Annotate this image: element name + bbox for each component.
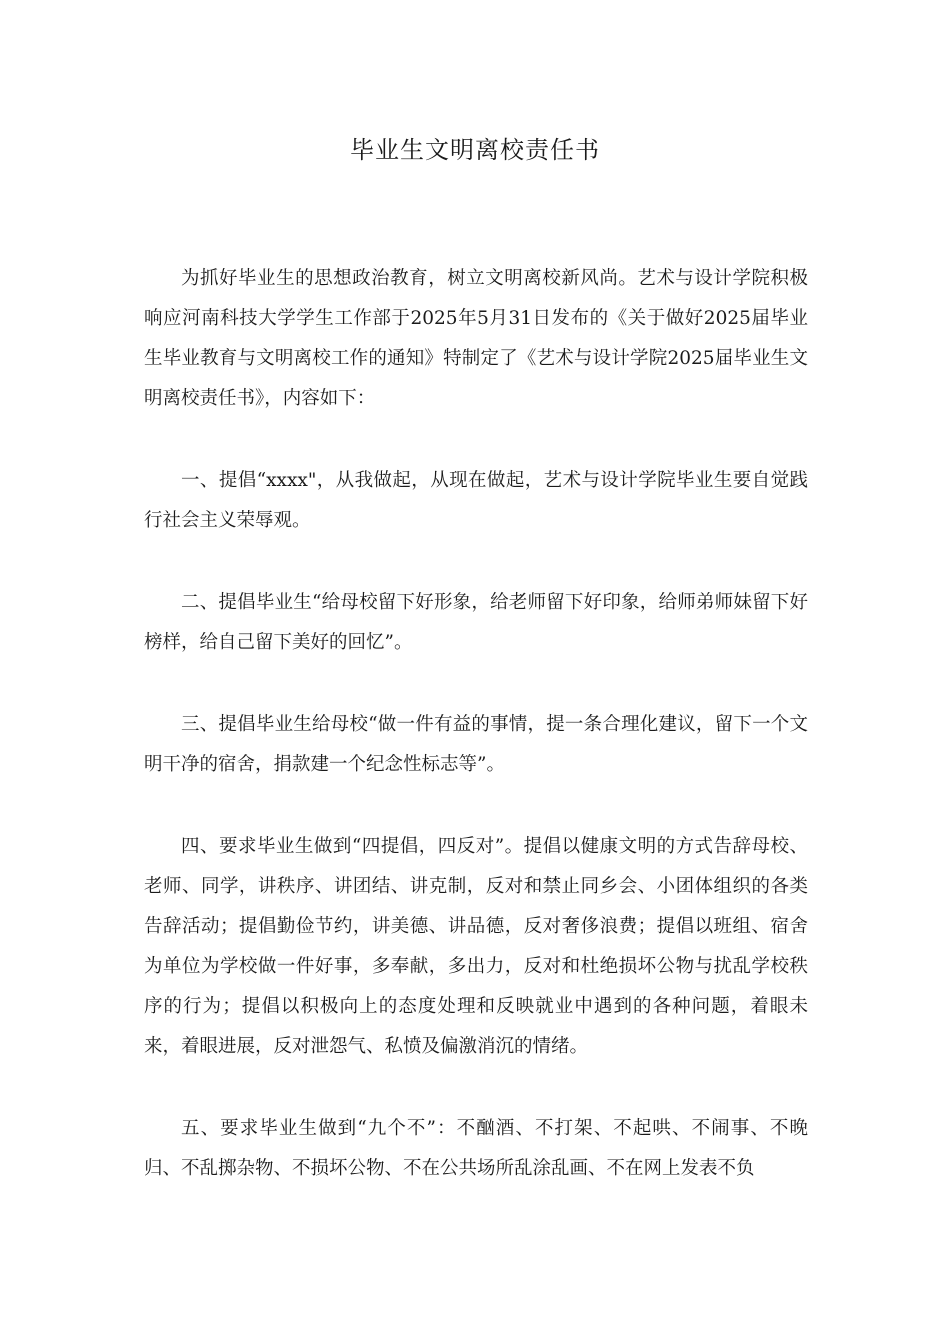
paragraph-intro: 为抓好毕业生的思想政治教育，树立文明离校新风尚。艺术与设计学院积极响应河南科技大学学生工作部于2025年5月31日发布的《关于做好2025届毕业生毕业教育与文明离校工作的通知》特制定了《艺术与设计学院2025届毕业生文明离校责任书》，内容如下： xyxy=(144,268,808,409)
document-title: 毕业生文明离校责任书 xyxy=(350,136,600,164)
paragraph-item-3: 三、提倡毕业生给母校“做一件有益的事情，提一条合理化建议，留下一个文明干净的宿舍，捐款建一个纪念性标志等”。 xyxy=(144,714,808,775)
paragraph-item-1: 一、提倡“xxxx"，从我做起，从现在做起，艺术与设计学院毕业生要自觉践行社会主义荣辱观。 xyxy=(144,470,808,531)
paragraph-item-5: 五、要求毕业生做到“九个不”：不酗酒、不打架、不起哄、不闹事、不晚归、不乱掷杂物、不损坏公物、不在公共场所乱涂乱画、不在网上发表不负 xyxy=(144,1118,808,1179)
document-body xyxy=(144,259,808,1189)
paragraph-item-4: 四、要求毕业生做到“四提倡，四反对”。提倡以健康文明的方式告辞母校、老师、同学，讲秩序、讲团结、讲克制，反对和禁止同乡会、小团体组织的各类告辞活动；提倡勤俭节约，讲美德、讲品德，反对奢侈浪费；提倡以班组、宿舍为单位为学校做一件好事，多奉献，多出力，反对和杜绝损坏公物与扰乱学校秩序的行为；提倡以积极向上的态度处理和反映就业中遇到的各种问题，着眼未来，着眼进展，反对泄怨气、私愤及偏激消沉的情绪。 xyxy=(144,836,808,1057)
paragraph-item-2: 二、提倡毕业生“给母校留下好形象，给老师留下好印象，给师弟师妹留下好榜样，给自己留下美好的回忆”。 xyxy=(144,592,808,653)
